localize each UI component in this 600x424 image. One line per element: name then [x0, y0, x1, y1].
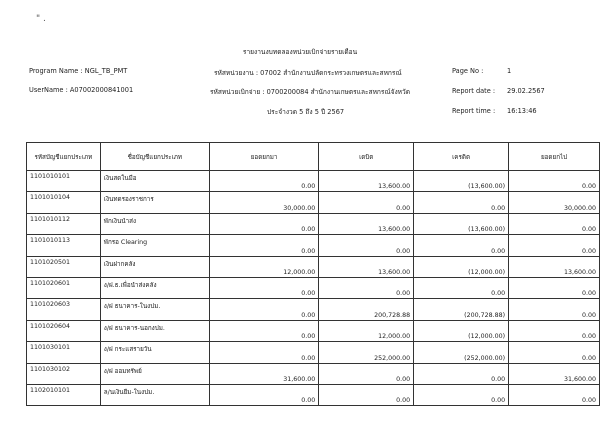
table-row	[27, 363, 600, 384]
cell-credit: (12,000.00)	[414, 256, 509, 277]
column-header-debit: เดบิต	[319, 143, 414, 171]
user-name: UserName : A07002000841001	[29, 86, 134, 94]
cell-account-name: พักเงินนำส่ง	[100, 213, 209, 234]
cell-debit: 0.00	[319, 192, 414, 213]
cell-debit: 0.00	[319, 363, 414, 384]
cell-debit: 0.00	[319, 384, 414, 405]
cell-account-code: 1101010113	[27, 235, 101, 256]
cell-account-name: ล/นเงินยืม-ในงปม.	[100, 384, 209, 405]
report-date-value: 29.02.2567	[507, 87, 545, 95]
cell-account-code: 1102010101	[27, 384, 101, 405]
report-time-value: 16:13:46	[507, 107, 537, 115]
cell-account-name: ง/ฝ.ธ.เพื่อนำส่งคลัง	[100, 277, 209, 298]
cell-debit: 13,600.00	[319, 213, 414, 234]
cell-account-name: เงินฝากคลัง	[100, 256, 209, 277]
column-header-credit: เครดิต	[414, 143, 509, 171]
cell-account-code: 1101010112	[27, 213, 101, 234]
cell-account-name: ง/ฝ ออมทรัพย์	[100, 363, 209, 384]
table-row	[27, 235, 600, 256]
cell-account-name: ง/ฝ ธนาคาร-ในงปม.	[100, 299, 209, 320]
cell-account-code: 1101030102	[27, 363, 101, 384]
cell-credit: 0.00	[414, 363, 509, 384]
report-date-label: Report date :	[452, 87, 496, 95]
cell-credit: (13,600.00)	[414, 171, 509, 192]
cell-account-code: 1101010104	[27, 192, 101, 213]
cell-opening-balance: 0.00	[209, 384, 318, 405]
cell-closing-balance: 0.00	[509, 320, 600, 341]
cell-account-name: ง/ฝ ธนาคาร-นอกงปม.	[100, 320, 209, 341]
cell-closing-balance: 0.00	[509, 277, 600, 298]
cell-closing-balance: 13,600.00	[509, 256, 600, 277]
cell-closing-balance: 0.00	[509, 171, 600, 192]
cell-account-code: 1101010101	[27, 171, 101, 192]
cell-credit: (200,728.88)	[414, 299, 509, 320]
program-name: Program Name : NGL_TB_PMT	[29, 67, 128, 75]
column-header-opening-balance: ยอดยกมา	[209, 143, 318, 171]
cell-closing-balance: 0.00	[509, 384, 600, 405]
cell-opening-balance: 0.00	[209, 320, 318, 341]
table-row	[27, 256, 600, 277]
agency-code: รหัสหน่วยงาน : 07002 สำนักงานปลัดกระทรวงเกษตรและสหกรณ์	[214, 69, 402, 77]
table-header-row	[27, 143, 600, 171]
table-row	[27, 213, 600, 234]
cell-credit: 0.00	[414, 235, 509, 256]
cell-credit: 0.00	[414, 277, 509, 298]
report-title: รายงานงบทดลองหน่วยเบิกจ่ายรายเดือน	[242, 48, 358, 56]
page-no-value: 1	[507, 67, 512, 75]
cell-opening-balance: 0.00	[209, 299, 318, 320]
cell-account-name: เงินทดรองราชการ	[100, 192, 209, 213]
cell-closing-balance: 0.00	[509, 342, 600, 363]
cell-account-code: 1101030101	[27, 342, 101, 363]
table-row	[27, 277, 600, 298]
cell-account-code: 1101020601	[27, 277, 101, 298]
cell-debit: 0.00	[319, 277, 414, 298]
table-row	[27, 384, 600, 405]
cell-debit: 200,728.88	[319, 299, 414, 320]
cell-opening-balance: 0.00	[209, 171, 318, 192]
cell-opening-balance: 0.00	[209, 235, 318, 256]
cell-closing-balance: 0.00	[509, 299, 600, 320]
cell-closing-balance: 0.00	[509, 213, 600, 234]
cell-closing-balance: 31,600.00	[509, 363, 600, 384]
cell-opening-balance: 12,000.00	[209, 256, 318, 277]
cell-debit: 13,600.00	[319, 171, 414, 192]
trial-balance-table	[26, 142, 600, 406]
cell-closing-balance: 0.00	[509, 235, 600, 256]
cell-credit: (13,600.00)	[414, 213, 509, 234]
report-period: ประจำงวด 5 ถึง 5 ปี 2567	[267, 108, 345, 116]
table-row	[27, 320, 600, 341]
table-row	[27, 192, 600, 213]
cell-debit: 13,600.00	[319, 256, 414, 277]
cell-debit: 12,000.00	[319, 320, 414, 341]
cell-credit: 0.00	[414, 192, 509, 213]
cell-opening-balance: 31,600.00	[209, 363, 318, 384]
cell-account-name: พักรอ Clearing	[100, 235, 209, 256]
cell-closing-balance: 30,000.00	[509, 192, 600, 213]
cell-account-code: 1101020604	[27, 320, 101, 341]
cell-account-code: 1101020603	[27, 299, 101, 320]
cell-account-name: เงินสดในมือ	[100, 171, 209, 192]
cell-opening-balance: 0.00	[209, 213, 318, 234]
cell-debit: 0.00	[319, 235, 414, 256]
cell-opening-balance: 0.00	[209, 342, 318, 363]
column-header-closing-balance: ยอดยกไป	[509, 143, 600, 171]
column-header-account-code: รหัสบัญชีแยกประเภท	[27, 143, 101, 171]
disbursing-unit-code: รหัสหน่วยเบิกจ่าย : 0700200084 สำนักงานเกษตรและสหกรณ์จังหวัด	[210, 88, 410, 96]
cell-account-code: 1101020501	[27, 256, 101, 277]
table-row	[27, 299, 600, 320]
cell-account-name: ง/ฝ กระแสรายวัน	[100, 342, 209, 363]
cell-credit: (12,000.00)	[414, 320, 509, 341]
cell-opening-balance: 30,000.00	[209, 192, 318, 213]
cell-opening-balance: 0.00	[209, 277, 318, 298]
page-no-label: Page No :	[452, 67, 484, 75]
report-time-label: Report time :	[452, 107, 496, 115]
cell-credit: (252,000.00)	[414, 342, 509, 363]
table-row	[27, 171, 600, 192]
table-row	[27, 342, 600, 363]
cell-credit: 0.00	[414, 384, 509, 405]
cell-debit: 252,000.00	[319, 342, 414, 363]
scan-mark: " .	[36, 14, 46, 24]
column-header-account-name: ชื่อบัญชีแยกประเภท	[100, 143, 209, 171]
